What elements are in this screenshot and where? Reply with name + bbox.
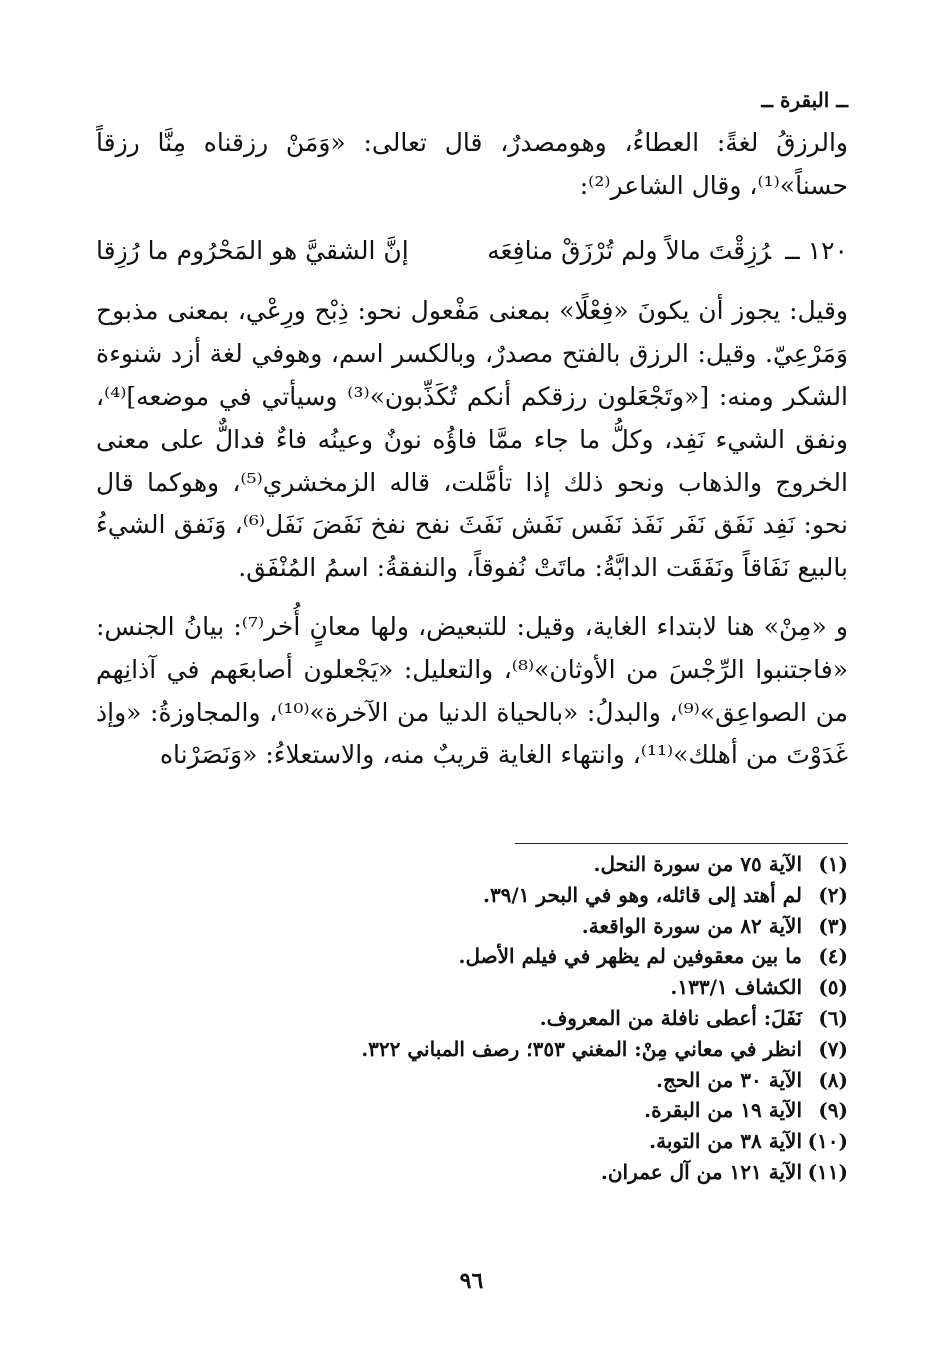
verse-second-hemistich: إنَّ الشقيَّ هو المَحْرُوم ما رُزِقا: [96, 235, 409, 265]
footnote-number: (٣): [818, 913, 848, 938]
verse-number: ١٢٠ ــ: [785, 235, 848, 265]
main-text: [96, 122, 848, 777]
footnote-item: [96, 1065, 848, 1096]
footnote-number: (٢): [818, 882, 848, 907]
footnote-text: الآية ٣٨ من التوبة.: [649, 1129, 802, 1154]
footnote-text: نَفَلَ: أعطى نافلة من المعروف.: [539, 1005, 802, 1030]
footnote-item: [96, 941, 848, 972]
footnote-number: (٨): [818, 1067, 848, 1092]
footnote-item: [96, 1034, 848, 1065]
footnotes: [96, 849, 848, 1188]
paragraph-3: و «مِنْ» هنا لابتداء الغاية، وقيل: للتبعيض، ولها معانٍ أُخر⁽⁷⁾: بيانُ الجنس: «فاجتنبوا الرِّجْسَ من الأوثان»⁽⁸⁾، والتعليل: «يَجْعلون أصابعَهم في آذانِهم من الصواعِق»⁽⁹⁾، والبدلُ: «بالحياة الدنيا من الآخرة»⁽¹⁰⁾، والمجاوزةُ: «وإذ غَدَوْتَ من أهلك»⁽¹¹⁾، وانتهاء الغاية قريبٌ منه، والاستعلاءُ: «وَنَصَرْناه: [96, 611, 848, 770]
footnote-number: (٤): [818, 944, 848, 969]
footnote-item: [96, 880, 848, 911]
verse-first-half: [487, 230, 848, 273]
verse-first-hemistich: رُزِقْتَ مالاً ولم تُرْزَقْ منافِعَه: [487, 235, 772, 265]
poetry-verse: [96, 230, 848, 273]
footnote-item: [96, 1095, 848, 1126]
footnote-number: (٥): [818, 975, 848, 1000]
footnote-text: ما بين معقوفين لم يظهر في فيلم الأصل.: [458, 944, 802, 969]
footnote-item: [96, 1157, 848, 1188]
footnote-number: (٧): [818, 1036, 848, 1061]
footnote-text: الآية ٣٠ من الحج.: [656, 1067, 802, 1092]
footnote-text: الكشاف ١٣٣/١.: [670, 975, 802, 1000]
footnote-number: (١١): [807, 1159, 848, 1184]
running-header: ــ البقرة ــ: [761, 88, 848, 112]
footnote-number: (٩): [818, 1098, 848, 1123]
footnote-item: [96, 911, 848, 942]
footnote-text: الآية ١٩ من البقرة.: [644, 1098, 802, 1123]
footnote-text: الآية ١٢١ من آل عمران.: [600, 1159, 802, 1184]
paragraph-1: والرزقُ لغةً: العطاءُ، وهومصدرٌ، قال تعالى: «وَمَنْ رزقناه مِنَّا رزقاً حسناً»⁽¹⁾، وقال الشاعر⁽²⁾:: [96, 128, 848, 200]
paragraph-2: وقيل: يجوز أن يكونَ «فِعْلًا» بمعنى مَفْعول نحو: ذِبْح ورِعْي، بمعنى مذبوح وَمَرْعِيّ. وقيل: الرزق بالفتح مصدرٌ، وبالكسر اسم، وهوفي لغة أزد شنوءة الشكر ومنه: [«وتَجْعَلون رزقكم أنكم تُكَذِّبون»⁽³⁾ وسيأتي في موضعه]⁽⁴⁾، ونفق الشيء نَفِد، وكلُّ ما جاء ممَّا فاؤُه نونٌ وعينُه فاءٌ فدالٌّ على معنى الخروج والذهاب ونحو ذلك إذا تأمَّلت، قاله الزمخشري⁽⁵⁾، وهوكما قال نحو: نَفِد نَفَق نَفَر نَفَذ نَفَس نَفَش نَفَثَ نفح نفخ نَفَضَ نَفَل⁽⁶⁾، وَنَفق الشيءُ بالبيع نَفَاقاً ونَفَقَت الدابَّةُ: ماتَتْ نُفوقاً، والنفقةُ: اسمُ المُنْفَق.: [96, 296, 849, 583]
footnote-item: [96, 1003, 848, 1034]
footnote-divider: [515, 843, 848, 844]
footnote-item: [96, 972, 848, 1003]
footnote-text: الآية ٧٥ من سورة النحل.: [593, 852, 802, 876]
footnote-number: (١٠): [807, 1129, 848, 1154]
footnote-number: (٦): [818, 1005, 848, 1030]
footnote-text: الآية ٨٢ من سورة الواقعة.: [581, 913, 802, 938]
footnote-text: لم أهتد إلى قائله، وهو في البحر ٣٩/١.: [482, 882, 802, 907]
footnote-item: [96, 1126, 848, 1157]
footnote-item: [96, 849, 848, 880]
footnote-number: (١): [818, 852, 848, 876]
page-number: ٩٦: [459, 1268, 484, 1294]
footnote-text: انظر في معاني مِنْ: المغني ٣٥٣؛ رصف المباني ٣٢٢.: [361, 1036, 802, 1061]
